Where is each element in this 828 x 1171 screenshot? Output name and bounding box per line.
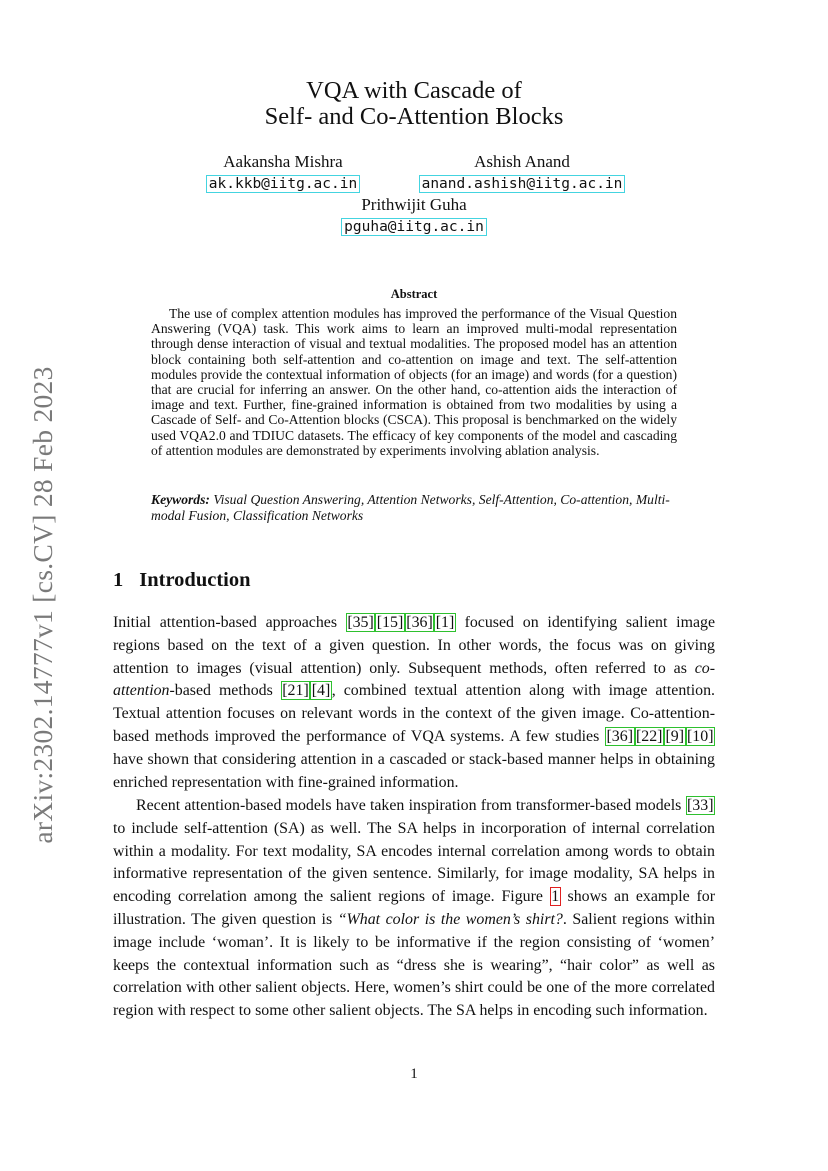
keywords-list: Visual Question Answering, Attention Networks, Self-Attention, Co-attention, Multi-modal Fusion, Classification Networks bbox=[151, 492, 670, 523]
section-title: Introduction bbox=[139, 569, 251, 591]
abstract-text: The use of complex attention modules has improved the performance of the Visual Question Answering (VQA) task. This work aims to learn an improved multi-modal representation through dense interaction of visual and textual modalities. The proposed model has an attention block containing both self-attention and co-attention on image and text. The self-attention modules provide the contextual information of objects (for an image) and words (for a question) that are crucial for inferring an answer. On the other hand, co-attention aids the interaction of image and text. Further, fine-grained information is obtained from two modalities by using a Cascade of Self- and Co-Attention blocks (CSCA). This proposal is benchmarked on the widely used VQA2.0 and TDIUC datasets. The efficacy of key components of the model and cascading of attention modules are demonstrated by experiments involving ablation analysis. bbox=[151, 306, 677, 458]
section-number: 1 bbox=[113, 569, 124, 591]
paragraph-text: to include self-attention (SA) as well. The SA helps in incorporation of internal correlation within a modality. For text modality, SA encodes internal correlation among words to obtain informative representation of the given sentence. Similarly, for image modality, SA helps in encoding correlation among the salient regions of image. Figure bbox=[113, 819, 715, 906]
author-block-3 bbox=[310, 195, 518, 236]
citation-link[interactable]: [22] bbox=[636, 727, 663, 745]
citation-link[interactable]: [15] bbox=[376, 614, 404, 631]
emphasis-text: co-attention bbox=[113, 659, 715, 700]
citation-link[interactable]: [1] bbox=[435, 614, 455, 631]
paragraph-text: have shown that considering attention in a cascaded or stack-based manner helps in obtaining enriched representation with fine-grained information. bbox=[113, 750, 715, 791]
citation-link[interactable]: [9] bbox=[665, 727, 685, 745]
paper-title bbox=[0, 78, 828, 130]
abstract-heading: Abstract bbox=[390, 287, 438, 301]
page-number: 1 bbox=[410, 1066, 418, 1082]
author-name: Prithwijit Guha bbox=[361, 195, 467, 214]
citation-link[interactable]: [35] bbox=[347, 614, 374, 631]
paragraph-text: focused on identifying salient image regions based on the text of a given question. In other words, the focus was on giving attention to images (visual attention) only. Subsequent methods, often referred to as bbox=[113, 614, 715, 677]
paragraph-text: shows an example for illustration. The given question is bbox=[113, 888, 715, 928]
author-email-link[interactable]: ak.kkb@iitg.ac.in bbox=[206, 175, 360, 193]
paragraph-text: Initial attention-based approaches bbox=[113, 614, 346, 631]
citation-link[interactable]: [10] bbox=[687, 727, 714, 745]
title-line-1: VQA with Cascade of bbox=[306, 77, 522, 104]
citation-link[interactable]: [33] bbox=[687, 797, 714, 814]
section-heading bbox=[113, 569, 251, 592]
keywords bbox=[151, 492, 677, 523]
emphasis-text: “What color is the women’s shirt? bbox=[337, 910, 563, 928]
author-block-1 bbox=[190, 152, 376, 193]
arxiv-identifier: arXiv:2302.14777v1 [cs.CV] 28 Feb 2023 bbox=[27, 366, 58, 844]
author-name: Ashish Anand bbox=[474, 152, 570, 171]
keywords-label: Keywords: bbox=[151, 492, 210, 507]
paragraph-text: -based methods bbox=[169, 682, 281, 700]
paragraph-text: . Salient regions within image include ‘woman’. It is likely to be informative if the region consisting of ‘women’ keeps the contextual information such as “dress she is wearing”, “hair color” as well as correlation with other salient objects. Here, women’s shirt could be one of the more correlated region with respect to some other salient objects. The SA helps in encoding such information. bbox=[113, 910, 715, 1020]
intro-paragraph-2 bbox=[113, 795, 715, 1023]
author-name: Aakansha Mishra bbox=[223, 152, 343, 171]
intro-paragraph-1 bbox=[113, 612, 715, 794]
paragraph-text: , combined textual attention along with image attention. Textual attention focuses on relevant words in the context of the given image. Co-attention-based methods improved the performance of VQA systems. A few studies bbox=[113, 682, 715, 745]
citation-link[interactable]: [4] bbox=[311, 682, 331, 700]
author-block-2 bbox=[400, 152, 644, 193]
citation-link[interactable]: [21] bbox=[282, 682, 309, 700]
author-email-link[interactable]: pguha@iitg.ac.in bbox=[341, 218, 487, 236]
author-email-link[interactable]: anand.ashish@iitg.ac.in bbox=[419, 175, 626, 193]
figure-reference-link[interactable]: 1 bbox=[551, 888, 560, 906]
citation-link[interactable]: [36] bbox=[406, 614, 433, 631]
citation-link[interactable]: [36] bbox=[606, 727, 633, 745]
title-line-2: Self- and Co-Attention Blocks bbox=[264, 103, 564, 130]
paragraph-text: Recent attention-based models have taken inspiration from transformer-based models bbox=[136, 797, 686, 814]
arxiv-sidebar bbox=[20, 355, 66, 855]
